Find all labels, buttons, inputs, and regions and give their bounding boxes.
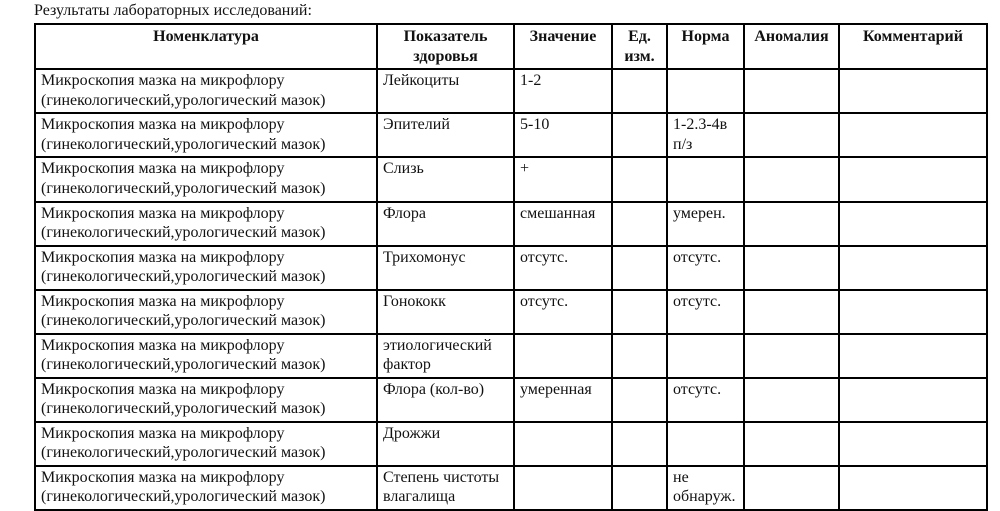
cell-nomenclature: Микроскопия мазка на микрофлору (гинекологический,урологический мазок): [35, 157, 377, 201]
cell-norm: отсутс.: [667, 246, 744, 290]
column-header-indicator: Показатель здоровья: [377, 24, 514, 69]
cell-indicator: Дрожжи: [377, 422, 514, 466]
cell-indicator: Флора (кол-во): [377, 378, 514, 422]
cell-nomenclature: Микроскопия мазка на микрофлору (гинекологический,урологический мазок): [35, 334, 377, 378]
cell-anomaly: [744, 113, 839, 157]
column-header-comment: Комментарий: [839, 24, 987, 69]
cell-anomaly: [744, 69, 839, 113]
cell-nomenclature: Микроскопия мазка на микрофлору (гинекологический,урологический мазок): [35, 202, 377, 246]
cell-anomaly: [744, 246, 839, 290]
cell-norm: [667, 69, 744, 113]
cell-comment: [839, 113, 987, 157]
cell-anomaly: [744, 422, 839, 466]
header-row: [35, 24, 987, 69]
table-row: [35, 69, 987, 113]
table-row: [35, 157, 987, 201]
cell-comment: [839, 466, 987, 510]
cell-norm: 1-2.3-4в п/з: [667, 113, 744, 157]
cell-unit: [612, 334, 667, 378]
cell-value: 5-10: [514, 113, 612, 157]
cell-value: отсутс.: [514, 290, 612, 334]
cell-nomenclature: Микроскопия мазка на микрофлору (гинекологический,урологический мазок): [35, 69, 377, 113]
cell-unit: [612, 157, 667, 201]
cell-value: [514, 466, 612, 510]
cell-unit: [612, 378, 667, 422]
cell-norm: отсутс.: [667, 290, 744, 334]
cell-anomaly: [744, 157, 839, 201]
cell-unit: [612, 466, 667, 510]
cell-unit: [612, 290, 667, 334]
cell-anomaly: [744, 290, 839, 334]
cell-value: смешанная: [514, 202, 612, 246]
column-header-nomenclature: Номенклатура: [35, 24, 377, 69]
table-row: [35, 113, 987, 157]
cell-indicator: Степень чистоты влагалища: [377, 466, 514, 510]
cell-unit: [612, 69, 667, 113]
cell-comment: [839, 290, 987, 334]
column-header-anomaly: Аномалия: [744, 24, 839, 69]
cell-indicator: Гонококк: [377, 290, 514, 334]
cell-anomaly: [744, 202, 839, 246]
table-row: [35, 290, 987, 334]
cell-nomenclature: Микроскопия мазка на микрофлору (гинекологический,урологический мазок): [35, 378, 377, 422]
cell-value: +: [514, 157, 612, 201]
cell-comment: [839, 157, 987, 201]
cell-indicator: этиологический фактор: [377, 334, 514, 378]
table-row: [35, 334, 987, 378]
cell-comment: [839, 334, 987, 378]
cell-norm: [667, 334, 744, 378]
cell-indicator: Трихомонус: [377, 246, 514, 290]
column-header-unit: Ед. изм.: [612, 24, 667, 69]
table-row: [35, 202, 987, 246]
cell-indicator: Лейкоциты: [377, 69, 514, 113]
cell-nomenclature: Микроскопия мазка на микрофлору (гинекологический,урологический мазок): [35, 113, 377, 157]
table-row: [35, 246, 987, 290]
cell-norm: [667, 422, 744, 466]
cell-anomaly: [744, 378, 839, 422]
cell-value: умеренная: [514, 378, 612, 422]
cell-indicator: Флора: [377, 202, 514, 246]
table-row: [35, 466, 987, 510]
cell-indicator: Слизь: [377, 157, 514, 201]
cell-anomaly: [744, 466, 839, 510]
cell-norm: [667, 157, 744, 201]
column-header-value: Значение: [514, 24, 612, 69]
cell-norm: отсутс.: [667, 378, 744, 422]
cell-comment: [839, 202, 987, 246]
cell-norm: не обнаруж.: [667, 466, 744, 510]
cell-value: [514, 422, 612, 466]
cell-nomenclature: Микроскопия мазка на микрофлору (гинекологический,урологический мазок): [35, 246, 377, 290]
cell-value: [514, 334, 612, 378]
cell-norm: умерен.: [667, 202, 744, 246]
cell-unit: [612, 202, 667, 246]
column-header-norm: Норма: [667, 24, 744, 69]
cell-nomenclature: Микроскопия мазка на микрофлору (гинекологический,урологический мазок): [35, 466, 377, 510]
cell-anomaly: [744, 334, 839, 378]
cell-comment: [839, 422, 987, 466]
cell-comment: [839, 69, 987, 113]
cell-comment: [839, 378, 987, 422]
results-title: Результаты лабораторных исследований:: [34, 2, 312, 19]
table-row: [35, 378, 987, 422]
cell-nomenclature: Микроскопия мазка на микрофлору (гинекологический,урологический мазок): [35, 422, 377, 466]
cell-value: 1-2: [514, 69, 612, 113]
table-row: [35, 422, 987, 466]
cell-value: отсутс.: [514, 246, 612, 290]
cell-indicator: Эпителий: [377, 113, 514, 157]
cell-comment: [839, 246, 987, 290]
cell-nomenclature: Микроскопия мазка на микрофлору (гинекологический,урологический мазок): [35, 290, 377, 334]
cell-unit: [612, 113, 667, 157]
lab-results-table: [34, 23, 988, 510]
cell-unit: [612, 246, 667, 290]
cell-unit: [612, 422, 667, 466]
